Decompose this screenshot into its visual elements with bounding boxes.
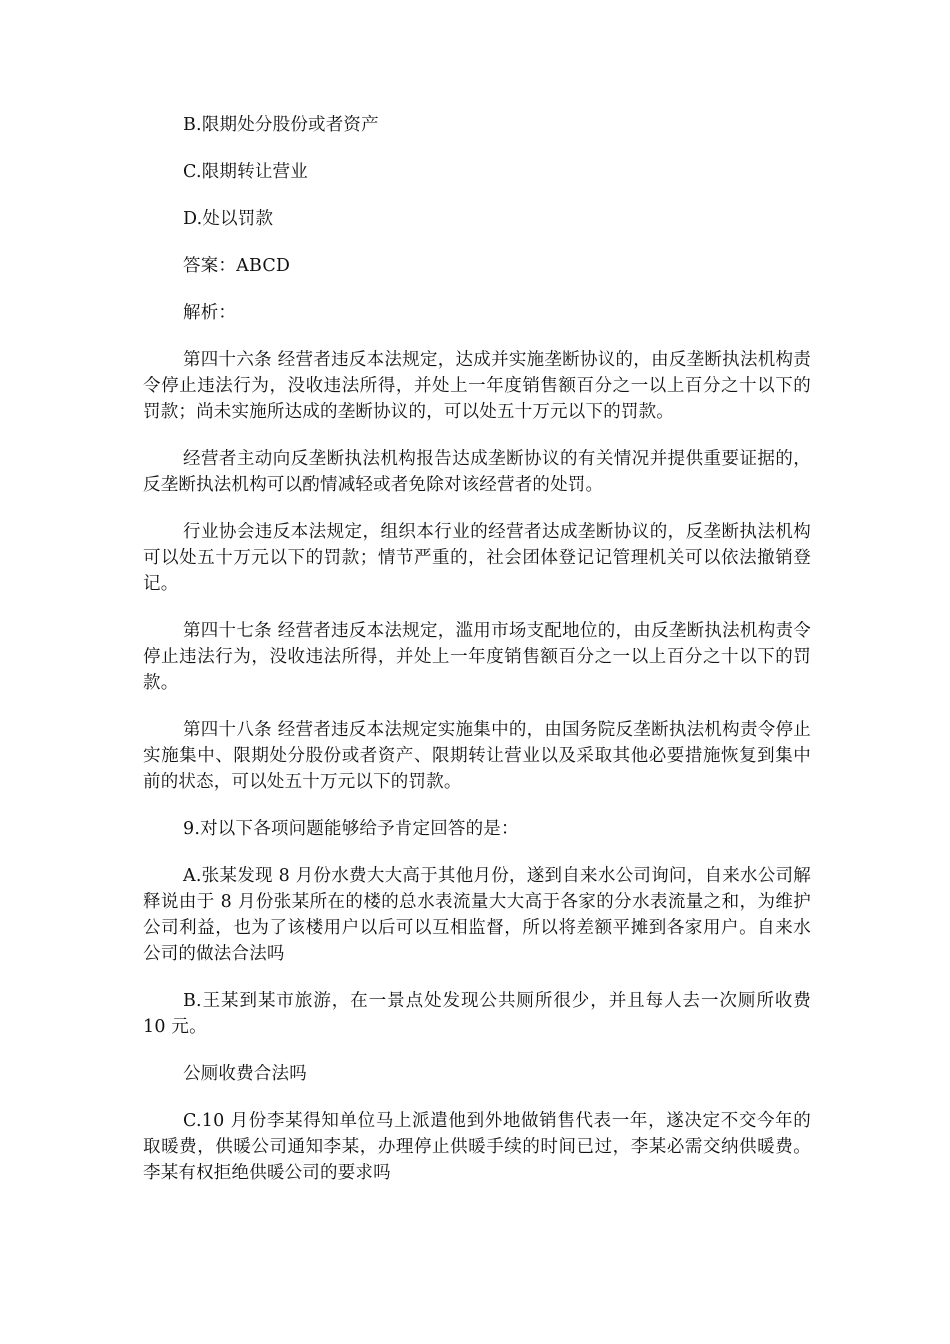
industry-association-paragraph: 行业协会违反本法规定，组织本行业的经营者达成垄断协议的，反垄断执法机构可以处五十万元以下的罚款；情节严重的，社会团体登记记管理机关可以依法撤销登记。 [143,522,811,594]
leniency-paragraph: 经营者主动向反垄断执法机构报告达成垄断协议的有关情况并提供重要证据的，反垄断执法机构可以酌情减轻或者免除对该经营者的处罚。 [143,449,811,495]
article-47-paragraph: 第四十七条 经营者违反本法规定，滥用市场支配地位的，由反垄断执法机构责令停止违法行为，没收违法所得，并处上一年度销售额百分之一以上百分之十以下的罚款。 [143,621,811,693]
answer-paragraph: 答案：ABCD [183,256,291,276]
question-9-paragraph: 9.对以下各项问题能够给予肯定回答的是： [183,819,519,839]
document-body [143,112,811,1207]
question-9-option-b-question-paragraph: 公厕收费合法吗 [183,1064,307,1084]
analysis-heading: 解析： [183,303,237,323]
article-48-paragraph: 第四十八条 经营者违反本法规定实施集中的，由国务院反垄断执法机构责令停止实施集中、限期处分股份或者资产、限期转让营业以及采取其他必要措施恢复到集中前的状态，可以处五十万元以下的罚款。 [143,720,811,792]
option-d-paragraph: D.处以罚款 [183,209,274,229]
question-9-option-b-paragraph: B.王某到某市旅游，在一景点处发现公共厕所很少，并且每人去一次厕所收费 10 元。 [143,991,811,1037]
question-9-option-a-paragraph: A.张某发现 8 月份水费大大高于其他月份，遂到自来水公司询问，自来水公司解释说由于 8 月份张某所在的楼的总水表流量大大高于各家的分水表流量之和，为维护公司利益，也为了该楼用户以后可以互相监督，所以将差额平摊到各家用户。自来水公司的做法合法吗 [143,866,811,964]
option-c-paragraph: C.限期转让营业 [183,162,308,182]
article-46-paragraph: 第四十六条 经营者违反本法规定，达成并实施垄断协议的，由反垄断执法机构责令停止违法行为，没收违法所得，并处上一年度销售额百分之一以上百分之十以下的罚款；尚未实施所达成的垄断协议的，可以处五十万元以下的罚款。 [143,350,811,422]
option-b-paragraph: B.限期处分股份或者资产 [183,115,379,135]
question-9-option-c-paragraph: C.10 月份李某得知单位马上派遣他到外地做销售代表一年，遂决定不交今年的取暖费，供暖公司通知李某，办理停止供暖手续的时间已过，李某必需交纳供暖费。李某有权拒绝供暖公司的要求吗 [143,1111,811,1183]
